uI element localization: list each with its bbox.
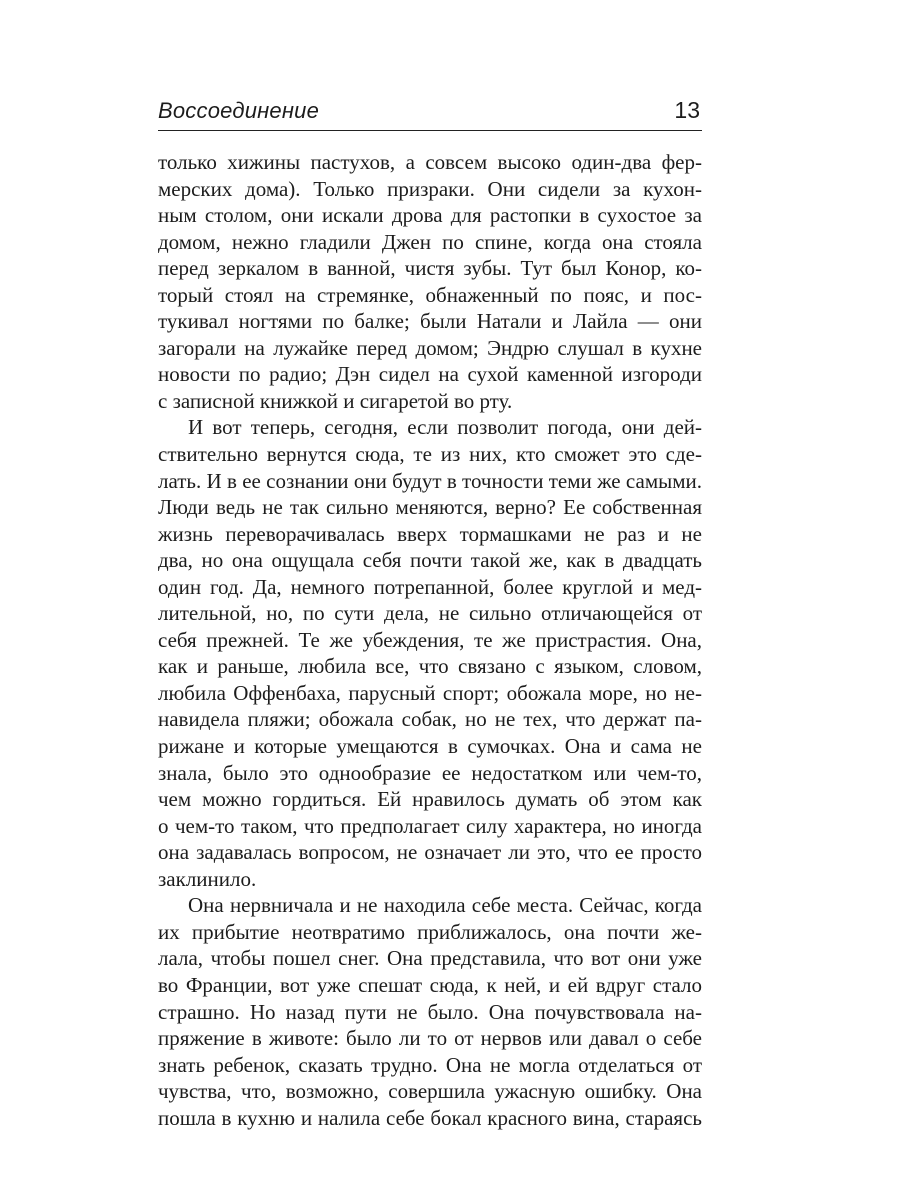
paragraph-1: [158, 149, 702, 414]
text-line: пошла в кухню и налила себе бокал красного вина, стараясь: [158, 1105, 702, 1130]
text-line: И вот теперь, сегодня, если позволит погода, они дей-: [188, 415, 702, 440]
running-header: [158, 96, 702, 131]
text-line: с записной книжкой и сигаретой во рту.: [158, 388, 513, 413]
text-line: новости по радио; Дэн сидел на сухой каменной изгороди: [158, 362, 702, 387]
text-line: два, но она ощущала себя почти такой же, как в двадцать: [158, 548, 702, 573]
text-line: мерских дома). Только призраки. Они сидели за кухон-: [158, 176, 702, 201]
text-line: лительной, но, по сути дела, не сильно отличающейся от: [158, 601, 702, 626]
text-line: перед зеркалом в ванной, чистя зубы. Тут был Конор, ко-: [158, 256, 702, 281]
text-line: торый стоял на стремянке, обнаженный по пояс, и пос-: [158, 282, 702, 307]
text-line: любила Оффенбаха, парусный спорт; обожала море, но не-: [158, 680, 702, 705]
text-line: пряжение в животе: было ли то от нервов или давал о себе: [158, 1026, 702, 1051]
text-line: себя прежней. Те же убеждения, те же пристрастия. Она,: [158, 627, 702, 652]
text-line: знала, было это однообразие ее недостатком или чем-то,: [158, 760, 702, 785]
body-text: [158, 149, 702, 1131]
text-line: рижане и которые умещаются в сумочках. Она и сама не: [158, 734, 702, 759]
text-line: только хижины пастухов, а совсем высоко один-два фер-: [158, 150, 702, 174]
running-title: Воссоединение: [158, 98, 320, 123]
text-line: знать ребенок, сказать трудно. Она не могла отделаться от: [158, 1052, 702, 1077]
text-line: их прибытие неотвратимо приближалось, она почти же-: [158, 919, 702, 944]
text-line: загорали на лужайке перед домом; Эндрю слушал в кухне: [158, 335, 702, 360]
text-line: заклинило.: [158, 866, 257, 891]
text-line: Люди ведь не так сильно меняются, верно? Ее собственная: [158, 495, 702, 520]
text-line: как и раньше, любила все, что связано с языком, словом,: [158, 654, 702, 679]
text-line: тукивал ногтями по балке; были Натали и Лайла — они: [158, 309, 702, 334]
text-line: один год. Да, немного потрепанной, более круглой и мед-: [158, 574, 702, 599]
paragraph-2: [158, 414, 702, 892]
text-line: Она нервничала и не находила себе места. Сейчас, когда: [188, 893, 702, 918]
text-line: лать. И в ее сознании они будут в точности теми же самыми.: [158, 468, 702, 493]
text-line: домом, нежно гладили Джен по спине, когда она стояла: [158, 229, 702, 254]
paragraph-3: [158, 892, 702, 1131]
text-line: ствительно вернутся сюда, те из них, кто сможет это сде-: [158, 442, 702, 467]
text-line: страшно. Но назад пути не было. Она почувствовала на-: [158, 999, 702, 1024]
text-line: она задавалась вопросом, не означает ли это, что ее просто: [158, 840, 702, 865]
page-number: 13: [674, 97, 700, 123]
text-line: ным столом, они искали дрова для растопки в сухостое за: [158, 203, 702, 228]
text-line: лала, чтобы пошел снег. Она представила, что вот они уже: [158, 946, 702, 971]
text-line: во Франции, вот уже спешат сюда, к ней, и ей вдруг стало: [158, 972, 702, 997]
text-line: навидела пляжи; обожала собак, но не тех, что держат па-: [158, 707, 702, 732]
text-line: о чем-то таком, что предполагает силу характера, но иногда: [158, 813, 702, 838]
text-line: чувства, что, возможно, совершила ужасную ошибку. Она: [158, 1079, 702, 1104]
text-line: жизнь переворачивалась вверх тормашками не раз и не: [158, 521, 702, 546]
text-line: чем можно гордиться. Ей нравилось думать об этом как: [158, 787, 702, 812]
